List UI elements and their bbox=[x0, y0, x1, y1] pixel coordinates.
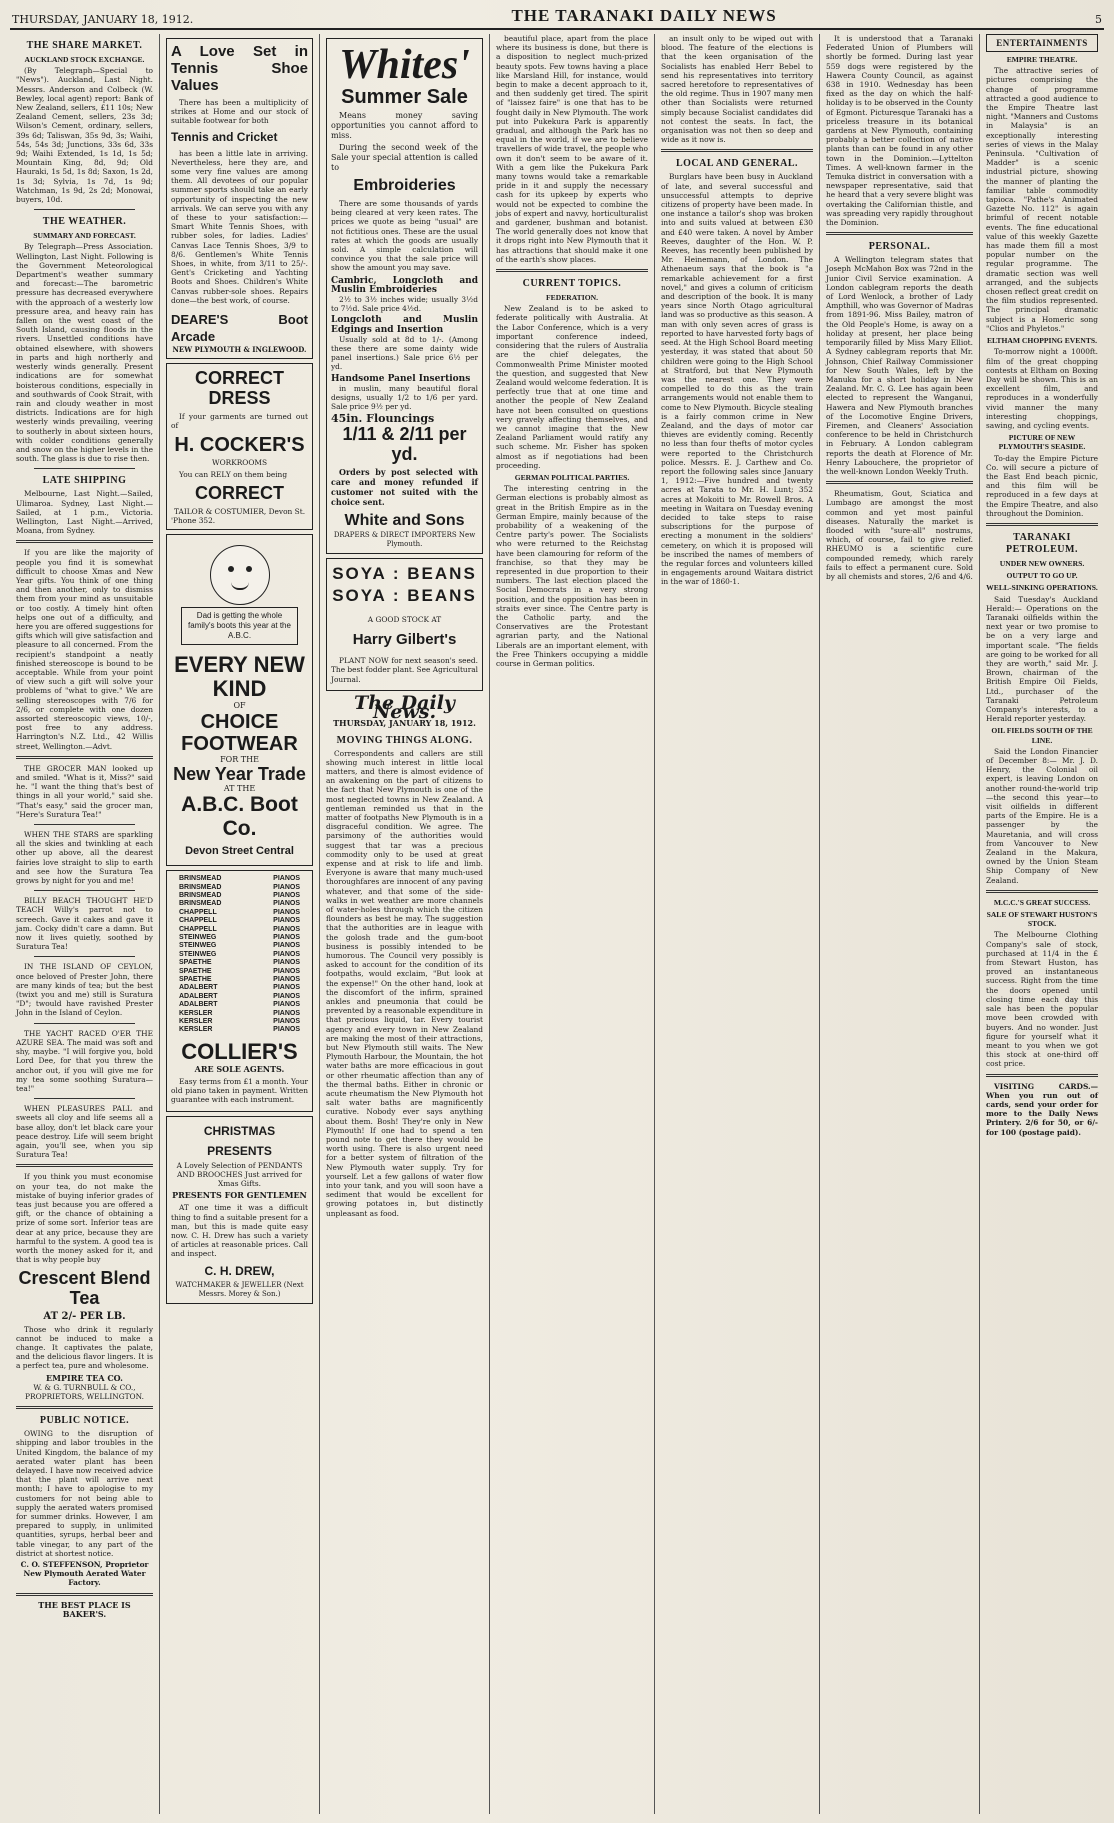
piano-row bbox=[171, 875, 308, 883]
taranaki-petroleum-heading: TARANAKI PETROLEUM. bbox=[1006, 531, 1078, 555]
empire-theatre-text: The attractive series of pictures comprising the change of programme attracted a good audience to the Empire Theatre last night. "Manners and Customs in Malaysia" is an exceptionally interesting series of views in the Malay Peninsula. "Cultivation of Madder" is a scenic industrial picture, showing the manner of planting the familiar table commodity tapioca. "Pathe's Animated Gazette No. 112" is again brimful of recent notable events. The fine educational value of this weekly Gazette has made them fill a most popular number on the regular programme. The dramatic section was well arranged, and the subjects chosen reflect great credit on the film studios represented. The principal dramatic subject is a Homeric song "Clios and Phyletos." bbox=[986, 66, 1098, 333]
embroideries-heading: Embroideries bbox=[353, 177, 456, 194]
piano-brand: KERSLER bbox=[179, 1018, 213, 1025]
whites-second-week: During the second week of the Sale your special attention is called to bbox=[331, 143, 478, 172]
divider bbox=[496, 269, 648, 272]
oil-fields-text: Said the London Financier of December 8:— Mr. J. D. Henry, the Colonial oil expert, is leaving London on another round-the-world trip—the second this year—to visit oilfields in different parts of the Empire. He is a passenger by the Mauretania, and will cross from Vancouver to New Zealand in the Makura, owned by the Union Steam Ship Company of New Zealand. bbox=[986, 746, 1098, 885]
piano-brand: CHAPPELL bbox=[179, 908, 217, 916]
piano-brand: CHAPPELL bbox=[179, 917, 217, 925]
seaside-picture-heading: PICTURE OF NEW PLYMOUTH'S SEASIDE. bbox=[998, 433, 1086, 452]
eltham-text: To-morrow night a 1000ft. film of the great chopping contests at Eltham on Boxing Day will be shown. This is an excellent film, and reproduces in a wonderfully vivid manner the many interesting choppings, sawing, and cycling events. bbox=[986, 347, 1098, 430]
moving-things-text: Correspondents and callers are still showing much interest in little local matters, and there is almost evidence of an awakening on the part of citizens to the fact that New Plymouth is one of the most neglected towns in New Zealand. A gentleman reminded us that in the matter of footpaths New Plymouth is in a disgraceful condition. We agree. The parsimony of the authorities would suggest that tar was a precious commodity only to be used at great expense and at risk to life and limb. Everyone is aware that many much-used thoroughfares are innocent of any paving whatever, and that some of the side-walks in wet weather are more channels of water-holes through which the citizen flounders as best he may. The suggestion that the authorities are in league with the golosh trade and the gum-boot business is possibly intended to be humorous. The Council very possibly is asked to account for the condition of its footpaths, would exclaim, "But look at the expense!" On the other hand, look at the discomfort of the infirm, sprained ankles and pneumonia that could be prevented by a reasonable expenditure in that precious liquid, tar. Every tourist agency and every town in New Zealand are making the most of their attractions, but New Plymouth still waits. The New Plymouth Harbour, the Mountain, the hot water baths are more efficacious in gout or other rheumatic affection than any of the thermal baths. Either in chronic or acute rheumatism the New Plymouth hot salt water baths are magnificently curative. Nobody ever says anything about them. Bosh! They're only in New Plymouth! If one had to spend a ten pound note to get there they would be worth using. There is also urgent need for a better system of filtration of the New Plymouth water supply. Try for yourself. Let a few gallons of water flow into your tank, and you will soon have a sediment that would be excellent for growing potatoes in, but distinctly unpleasant as food. bbox=[326, 748, 483, 1218]
mcc-subheading: SALE OF STEWART HUSTON'S STOCK. bbox=[986, 910, 1098, 929]
stereoscope-advert: If you are like the majority of people you find it is somewhat difficult to choose Xmas and New Year gifts. You think of one thing and then another, only to dismiss them from your mind as unsuitable or too costly. A timely hint often helps one out of a difficulty, and here you are offered suggestions for gifts which will give satisfaction and pleasure to all concerned. From the recipient's standpoint a neatly finished stereoscope is bound to be acceptable. While from your point of view such a gift will solve your problems of "what to give." We are selling stereoscopes with 7/6 for 2/6, or complete with one dozen assorted stereoscopic views, 10/-, post free to any address. Harrington's N.Z. Ltd., 42 Willis street, Wellington.—Advt. bbox=[16, 548, 153, 751]
collier-terms: Easy terms from £1 a month. Your old piano taken in payment. Written guarantee with each instrument. bbox=[171, 1077, 308, 1105]
public-notice-signature: C. O. STEFFENSON, Proprietor New Plymouth Aerated Water Factory. bbox=[20, 1560, 149, 1588]
soya-plant-now: PLANT NOW for next season's seed. The best fodder plant. See Agricultural Journal. bbox=[331, 656, 478, 684]
turnbull-proprietors: W. & G. TURNBULL & CO., PROPRIETORS, WELLINGTON. bbox=[25, 1382, 144, 1401]
footwear-of: OF bbox=[233, 701, 246, 711]
divider bbox=[986, 1074, 1098, 1077]
longcloth-text: Usually sold at 8d to 1/-. (Among these there are some dainty wide panel insertions.) Sale price 6½ per yd. bbox=[331, 334, 478, 372]
cocker-phone: 'Phone 352. bbox=[171, 516, 216, 526]
piano-brand: SPAETHE bbox=[179, 967, 212, 975]
cocker-advert bbox=[166, 363, 313, 530]
longcloth-heading: Longcloth and Muslin Edgings and Insertion bbox=[331, 315, 478, 335]
christmas-presents-heading: CHRISTMAS PRESENTS bbox=[203, 1123, 276, 1158]
whites-sale-advert bbox=[326, 38, 483, 554]
divider bbox=[16, 1593, 153, 1596]
crescent-intro: If you think you must economise on your tea, do not make the mistake of buying inferior grades of teas just because you are offered a gift, or the chance of obtaining a prize of some sort. Inferior teas are dear at any price, because they are harmful to the system. A good tea is worth the money asked for it, and that is why people buy bbox=[16, 1172, 153, 1265]
divider bbox=[826, 232, 973, 235]
divider bbox=[16, 540, 153, 543]
output-heading: OUTPUT TO GO UP. bbox=[1006, 571, 1078, 581]
whites-title: Whites' bbox=[339, 42, 470, 88]
piano-brand: STEINWEG bbox=[179, 933, 217, 941]
divider bbox=[34, 956, 135, 957]
column-3 bbox=[320, 34, 490, 1814]
piano-row bbox=[171, 884, 308, 892]
divider bbox=[34, 1023, 135, 1024]
abc-boot-co-name: A.B.C. Boot Co. bbox=[181, 793, 298, 841]
crescent-tea-price: AT 2/- PER LB. bbox=[43, 1311, 126, 1323]
soya-beans-advert bbox=[326, 558, 483, 691]
piano-row bbox=[171, 900, 308, 908]
piano-word: PIANOS bbox=[273, 967, 300, 975]
piano-row bbox=[171, 917, 308, 925]
tennis-shoe-advert bbox=[166, 38, 313, 359]
well-sinking-heading: WELL-SINKING OPERATIONS. bbox=[986, 583, 1098, 593]
empire-tea-co: EMPIRE TEA CO. bbox=[46, 1372, 123, 1383]
collier-piano-advert bbox=[166, 870, 313, 1112]
piano-row bbox=[171, 984, 308, 992]
divider bbox=[34, 890, 135, 891]
federation-heading: FEDERATION. bbox=[546, 293, 598, 303]
local-general-text: Burglars have been busy in Auckland of late, and several successful and unsuccessful attempts to deprive citizens of property have been made. In one instance a tailor's shop was broken into and suits valued at between £30 and £40 were taken. A novel by Amber Reeves, daughter of the Hon. W. P. Reeves, has recently been published by Mr. Heinemann, of London. The Athenaeum says that the book is "a remarkable achievement for a first novel," and gives a column of criticism and description of the book. It is many years since North Otago agricultural land was so productive as this season. A man with only seven acres of grass is reported to have harvested forty bags of seed. At the High School Board meeting yesterday, it was stated that about 50 children were going to the High School at Stratford, but that New Plymouth was the nearest one. They were compelled to do this as the train arrangements would not enable them to come to New Plymouth. Bicycle stealing is a fairly common crime in New Zealand, and the days of motor car thieves are evidently coming. Recently no less than four thefts of motor cycles were reported to the Christchurch police. Messrs. E. J. Carthew and Co. report the following sales since January 1, 1912:—Five hundred and twenty acres at Tarata to Mr. H. Lunt; 352 acres at Mokoiti to Mr. Rowell Bros. A meeting in Waitara on Tuesday evening decided to take steps to raise subscriptions for the purpose of erecting a monument in the soldiers' cemetery, on which it is proposed will be inscribed the names of members of the regular forces and volunteers killed in engagements around Waitara district in the war of 1860-1. bbox=[661, 172, 813, 587]
piano-row bbox=[171, 1018, 308, 1026]
footwear-at: AT THE bbox=[223, 783, 256, 793]
white-drapers: DRAPERS & DIRECT IMPORTERS New Plymouth. bbox=[333, 530, 476, 548]
gentlemen-text: AT one time it was a difficult thing to find a suitable present for a man, but this is made quite easy now. C. H. Drew has such a variety of articles at reasonable prices. Call and inspect. bbox=[171, 1203, 308, 1259]
column-5 bbox=[655, 34, 820, 1814]
piano-word: PIANOS bbox=[273, 959, 300, 967]
correct-dress-text: If your garments are turned out of bbox=[171, 412, 308, 431]
divider bbox=[986, 523, 1098, 526]
suratura-billy: BILLY BEACH THOUGHT HE'D TEACH Willy's parrot not to screech. Gave it cakes and gave it jam. Cocky didn't care a damn. But now it lives quietly, soothed by Suratura Tea! bbox=[16, 896, 153, 952]
abc-address: Devon Street Central bbox=[185, 845, 294, 858]
piano-word: PIANOS bbox=[273, 1009, 300, 1017]
piano-word: PIANOS bbox=[273, 975, 300, 983]
local-general-heading: LOCAL AND GENERAL. bbox=[675, 158, 799, 170]
baby-illustration-icon bbox=[210, 545, 270, 605]
seaside-picture-text: To-day the Empire Picture Co. will secure a picture of the East End beach picnic, and this film will be reproduced in a few days at the Empire Theatre, and also throughout the Dominion. bbox=[986, 453, 1098, 518]
suratura-yacht: THE YACHT RACED O'ER THE AZURE SEA. The maid was soft and shy, maybe. "I will forgive you, bold Lord Dee, for that you threw the anchor out, if you will give me for my tea some soothing Suratura—tea!" bbox=[16, 1028, 153, 1093]
abc-boot-advert bbox=[166, 534, 313, 866]
flouncings-price: 1/11 & 2/11 per yd. bbox=[342, 423, 467, 464]
drew-jeweller-advert bbox=[166, 1116, 313, 1304]
cocker-text: You can RELY on them being bbox=[179, 469, 288, 479]
mcc-heading: M.C.C.'S GREAT SUCCESS. bbox=[993, 897, 1091, 907]
empire-theatre-heading: EMPIRE THEATRE. bbox=[1006, 55, 1078, 64]
divider bbox=[826, 481, 973, 484]
mcc-text: The Melbourne Clothing Company's sale of stock, purchased at 11/4 in the £ from Stewart Huston, has proved an instantaneous success. Right from the time the doors opened until closing time each day this sale has been the popular move been crowded with buyers. And no wonder. Just figure for yourself what it meant to you when we got this stock at one-third off cost price. bbox=[986, 930, 1098, 1069]
shipping-text: Melbourne, Last Night.—Sailed, Ulimaroa. Sydney, Last Night.—Sailed, at 1 p.m., Victoria. Wellington, Last Night.—Arrived, Moana, from Sydney. bbox=[16, 489, 153, 536]
correct-label: CORRECT bbox=[195, 483, 284, 504]
collier-name: COLLIER'S bbox=[181, 1038, 298, 1064]
soya-beans-line-1: SOYA : BEANS bbox=[332, 564, 477, 584]
piano-word: PIANOS bbox=[273, 917, 300, 925]
weather-heading: THE WEATHER. bbox=[42, 216, 127, 228]
piano-row bbox=[171, 968, 308, 976]
shipping-heading: LATE SHIPPING bbox=[42, 475, 127, 487]
piano-row bbox=[171, 909, 308, 917]
piano-brand: ADALBERT bbox=[179, 992, 218, 1000]
piano-word: PIANOS bbox=[273, 1001, 300, 1009]
piano-brand: SPAETHE bbox=[179, 975, 212, 983]
piano-word: PIANOS bbox=[273, 950, 300, 958]
piano-word: PIANOS bbox=[273, 875, 300, 883]
suratura-grocer: THE GROCER MAN looked up and smiled. "What is it, Miss?" said he. "I want the thing that's best of things in all your world," said she. "That's easy," said the grocer man, "Here's Suratura Tea!" bbox=[16, 763, 153, 819]
cambric-text: 2½ to 3½ inches wide; usually 3½d to 7½d. Sale price 4½d. bbox=[331, 295, 478, 314]
whites-intro: Means money saving opportunities you cannot afford to miss. bbox=[331, 111, 478, 140]
share-exchange-subheading: AUCKLAND STOCK EXCHANGE. bbox=[24, 55, 145, 64]
piano-row bbox=[171, 1010, 308, 1018]
white-and-sons: White and Sons bbox=[344, 511, 465, 529]
piano-list bbox=[171, 875, 308, 1035]
new-year-trade: New Year Trade bbox=[173, 763, 306, 784]
embroideries-text: There are some thousands of yards being cleared at very keen rates. The prices we quote as being "usual" are not fictitious ones. These are the usual rates at which the goods are usually sold. A simple calculation will convince you that the sale price will show the amount you may save. bbox=[331, 199, 478, 273]
piano-brand: KERSLER bbox=[179, 1026, 213, 1034]
cocker-workrooms: WORKROOMS bbox=[211, 457, 268, 467]
drew-name: C. H. DREW, bbox=[204, 1263, 275, 1278]
harry-gilbert: Harry Gilbert's bbox=[352, 631, 457, 649]
new-owners-heading: UNDER NEW OWNERS. bbox=[999, 558, 1085, 568]
eltham-heading: ELTHAM CHOPPING EVENTS. bbox=[986, 336, 1098, 346]
tennis-advert-text-2: has been a little late in arriving. Nevertheless, here they are, and some very fine values are among them. All devotees of our popular summer sports should take an early opportunity of inspecting the new arrivals. We can serve you with any of these to your satisfaction:— Smart White Tennis Shoes, with rubber soles, for ladies. Ladies' Canvas Lace Tennis Shoes, 3/9 to 8/6. Gentlemen's White Tennis Shoes, in white, from 3/11 to 25/-. Gent's Cricketing and Yachting Boots and Shoes. Children's White Canvas rubber-sole shoes. Repairs done—the best work, of course. bbox=[171, 148, 308, 305]
tennis-advert-text: There has been a multiplicity of strikes at Home and our stock of suitable footwear for both bbox=[171, 98, 308, 126]
piano-row bbox=[171, 1001, 308, 1009]
bakers-footer: THE BEST PLACE IS BAKER'S. bbox=[38, 1599, 131, 1619]
deare-address: NEW PLYMOUTH & INGLEWOOD. bbox=[172, 345, 307, 355]
panel-heading: Handsome Panel Insertions bbox=[331, 373, 471, 384]
piano-word: PIANOS bbox=[273, 900, 300, 908]
footwear-for: FOR THE bbox=[220, 754, 259, 764]
columns bbox=[10, 34, 1104, 1814]
page-number: 5 bbox=[1095, 13, 1102, 26]
piano-word: PIANOS bbox=[273, 942, 300, 950]
tennis-cricket-subtitle: Tennis and Cricket bbox=[171, 129, 278, 144]
column-6 bbox=[820, 34, 980, 1814]
german-parties-text: The interesting centring in the German elections is probably almost as great in the British Empire as in the German Empire, mainly because of the probability of a weakening of the Centre party's power. The Socialists who were returned to the Reichstag have been clamouring for reform of the franchise, so that they may be represented in due proportion to their numbers. The last election placed the Social Democrats in a very strong position, and the opposition has been in straits ever since. The Centre party is the Catholic party, and the Conservatives are the Protestant agrarian party, and the National Liberals are an important element, with the Free Thinkers occupying a middle course in German politics. bbox=[496, 484, 648, 668]
crescent-tail: Those who drink it regularly cannot be induced to make a change. It captivates the palate, and the delicious flavor lingers. It is a perfect tea, pure and wholesome. bbox=[16, 1324, 153, 1371]
whites-postal-orders: Orders by post selected with care and money refunded if customer not suited with the choice sent. bbox=[331, 466, 478, 507]
weather-text: By Telegraph—Press Association. Wellington, Last Night. Following is the Government Meteorological Department's weather summary and forecast:—The barometric pressure has decreased everywhere with the approach of a westerly low pressure area, and heavy rain has fallen on the west coast of the South Island, causing floods in the rivers. Unsettled conditions have obtained elsewhere, with showers in parts and high northerly and westerly winds generally. Present indications are for somewhat boisterous conditions, especially in and southwards of Cook Strait, with rain and cloudy weather in most districts. Indications are for high westerly winds prevailing, veering to southerly in about sixteen hours, with colder conditions generally and snow on the higher levels in the south. The glass is due to rise then. bbox=[16, 242, 153, 464]
issue-date: THURSDAY, JANUARY 18, 1912. bbox=[12, 13, 194, 26]
divider bbox=[34, 824, 135, 825]
piano-row bbox=[171, 892, 308, 900]
piano-brand: BRINSMEAD bbox=[179, 891, 222, 899]
piano-word: PIANOS bbox=[273, 1018, 300, 1025]
piano-row bbox=[171, 993, 308, 1001]
every-new-kind: EVERY NEW KIND bbox=[174, 652, 305, 702]
german-parties-heading: GERMAN POLITICAL PARTIES. bbox=[514, 472, 630, 482]
beautiful-place-text: beautiful place, apart from the place where its business is done, but there is a disposition to neglect much-prized beauty spots. Few towns having a place like Marsland Hill, for instance, would begin to make a decent approach to it, and then suddenly get tired. The spirit of "laissez faire" is one that has to be fought daily in New Plymouth. The work put into Pukekura Park is apparently gradual, and although the Park has no equal in the world, if we are to believe travellers of wide travel, the people who own it don't seem to be aware of it. With a gem like the Pukekura Park many towns would take a remarkable pride in it and supply the necessary cash for its upkeep by experts who would not be expected to combine the jobs of expert and navvy, horticulturalist and gardener, bushman and botanist. The world generally does not know that it drops right into New Plymouth that it has attractions that should make it one of the earth's show places. bbox=[496, 34, 648, 264]
piano-row bbox=[171, 1026, 308, 1034]
oil-fields-heading: OIL FIELDS SOUTH OF THE LINE. bbox=[991, 726, 1093, 745]
piano-word: PIANOS bbox=[273, 883, 300, 891]
share-market-text: (By Telegraph—Special to "News"). Auckland, Last Night. Messrs. Anderson and Colbeck (W. Bewley, local agent) report: Bank of New Zealand, sellers, £11 10s; New Zealand Cement, sellers, 23s 3d; Wilson's Cement, ordinary, sellers, 39s 6d; Taliswan, 35s 9d, 3s; Waihi, 54s, 54s 3d; Junctions, 33s 6d, 33s 9d; Waihi Extended, 1s 1d, 1s 5d; Mountain King, 8d, 9d; Old Hauraki, 1s 5d, 1s 8d; Saxon, 1s 2d, 1s 3d; Sylvia, 1s 7d, 1s 9d; Watchman, 1s 9d, 2s 2d; Monowai, buyers, 10d. bbox=[16, 66, 153, 205]
piano-brand: ADALBERT bbox=[179, 1001, 218, 1009]
piano-word: PIANOS bbox=[273, 891, 300, 899]
piano-row bbox=[171, 934, 308, 942]
soya-beans-line-2: SOYA : BEANS bbox=[332, 586, 477, 606]
soya-good-stock: A GOOD STOCK AT bbox=[367, 615, 442, 625]
piano-brand: BRINSMEAD bbox=[179, 875, 222, 883]
public-notice-heading: PUBLIC NOTICE. bbox=[39, 1415, 130, 1427]
plumbers-union-text: It is understood that a Taranaki Federated Union of Plumbers will shortly be formed. During last year 559 dogs were registered by the Hawera County Council, as against 638 in 1910. Wednesday has been fixed as the day on which the half-holiday is to be observed in the County of Egmont. Picturesque Taranaki has a priceless treasure in its botanical gardens at New Plymouth, containing probably a better collection of native plants than can be found in any other town in the Dominion.—Lyttelton Times. A well-known farmer in the Temuka district in conversation with a newspaper representative, said that he heard that a very severe blight was overtaking the Californian thistle, and was spreading very rapidly throughout the Dominion. bbox=[826, 34, 973, 228]
suratura-stars: WHEN THE STARS are sparkling all the skies and twinkling at each other up above, all the dearest fairies love straight to slip to earth and see how the Suratura Tea grows by night for you and me! bbox=[16, 830, 153, 886]
personal-text: A Wellington telegram states that Joseph McMahon Box was 72nd in the Junior Civil Service examination. A London cablegram reports the death of Lord Wenlock, a brother of Lady Ampthill, who was Governor of Madras from 1891-96. Miss Bailey, matron of the Old People's Home, is away on a holiday at present, her place being temporarily filled by Miss Mary Elliot. A Sydney cablegram reports that Mr. Johnson, Chief Railway Commissioner for New South Wales, left by the Manuka for a short holiday in New Zealand. Mr. C. G. Lee has again been elected to represent the Wanganui, Hawera and New Plymouth branches of the Locomotive Engine Drivers, Firemen, and Cleaners' Association conference to be held in Christchurch in February. A London cablegram reports the death at Florence of Mr. Henry Labouchere, the proprietor of the well-known London Weekly Truth. bbox=[826, 255, 973, 476]
piano-word: PIANOS bbox=[273, 992, 300, 1000]
piano-row bbox=[171, 942, 308, 950]
piano-word: PIANOS bbox=[273, 984, 300, 992]
masthead bbox=[10, 8, 1104, 30]
piano-brand: CHAPPELL bbox=[179, 925, 217, 933]
federation-text: New Zealand is to be asked to federate politically with Australia. At the Labor Conference, which is a very important conference indeed, considering that the rulers of Australia are the chief delegates, the Commonwealth Prime Minister mooted the question, and suggested that New Zealand would welcome federation. It is perfectly true that at one time and another the people of New Zealand have not been consulted on questions very gravely affecting themselves, and we cannot imagine that the New Zealand Parliament would ratify any such scheme. Mr. Fisher has spoken almost as if negotiations had been proceeding. bbox=[496, 304, 648, 470]
piano-brand: BRINSMEAD bbox=[179, 883, 222, 891]
piano-word: PIANOS bbox=[273, 1026, 300, 1034]
piano-row bbox=[171, 951, 308, 959]
gentlemen-heading: PRESENTS FOR GENTLEMEN bbox=[172, 1190, 307, 1201]
cocker-name: H. COCKER'S bbox=[174, 433, 305, 456]
correct-dress-heading: CORRECT DRESS bbox=[195, 368, 284, 409]
divider bbox=[16, 1406, 153, 1409]
piano-brand: KERSLER bbox=[179, 1009, 213, 1017]
baby-sign: Dad is getting the whole family's boots this year at the A.B.C. bbox=[181, 607, 298, 645]
visiting-cards-advert: VISITING CARDS.—When you run out of cards, send your order for more to the Daily News Printery. 2/6 for 50, or 6/- for 100 (postage paid). bbox=[986, 1081, 1098, 1137]
newspaper-title: THE TARANAKI DAILY NEWS bbox=[511, 6, 777, 25]
deare-boot-arcade: DEARE'S Boot Arcade bbox=[171, 312, 308, 345]
editorial-dateline: THURSDAY, JANUARY 18, 1912. bbox=[333, 718, 476, 729]
daily-news-nameplate: The Daily News. bbox=[354, 691, 455, 724]
piano-brand: ADALBERT bbox=[179, 984, 218, 992]
rheumo-advert: Rheumatism, Gout, Sciatica and Lumbago are amongst the most common and yet most painful diseases. Naturally the market is flooded with "sure-all" nostrums, which, of course, fail to give relief. RHEUMO is a scientific cure compounded remedy, which rarely fails to effect a permanent cure. Sold by all chemists and stores, 2/6 and 4/6. bbox=[826, 489, 973, 581]
choice-footwear: CHOICE FOOTWEAR bbox=[181, 710, 298, 755]
current-topics-heading: CURRENT TOPICS. bbox=[522, 278, 622, 290]
entertainments-heading: ENTERTAINMENTS bbox=[996, 38, 1088, 48]
divider bbox=[16, 1164, 153, 1167]
personal-heading: PERSONAL. bbox=[868, 241, 931, 253]
divider bbox=[16, 756, 153, 759]
suratura-ceylon: IN THE ISLAND OF CEYLON, once beloved of Prester John, there are many kinds of tea; but the best (twixt you and me) still is Suratura "D"; twould have ravished Prester John in the Island of Ceylon. bbox=[16, 962, 153, 1018]
piano-row bbox=[171, 959, 308, 967]
column-1 bbox=[10, 34, 160, 1814]
column-2 bbox=[160, 34, 320, 1814]
piano-word: PIANOS bbox=[273, 933, 300, 941]
piano-word: PIANOS bbox=[273, 925, 300, 933]
summer-sale-title: Summer Sale bbox=[341, 86, 468, 108]
flouncings-heading: 45in. Flouncings bbox=[331, 412, 435, 426]
divider bbox=[34, 1098, 135, 1099]
moving-things-heading: MOVING THINGS ALONG. bbox=[336, 734, 473, 746]
share-market-heading: THE SHARE MARKET. bbox=[26, 40, 143, 51]
piano-brand: SPAETHE bbox=[179, 959, 212, 967]
cambric-heading: Cambric, Longcloth and Muslin Embroideries bbox=[331, 275, 478, 295]
piano-brand: STEINWEG bbox=[179, 950, 217, 958]
divider bbox=[34, 468, 135, 469]
panel-text: in muslin, many beautiful floral designs, usually 1/2 to 1/6 per yard. Sale price 9½ per yd. bbox=[331, 383, 478, 412]
collier-sole-agents: ARE SOLE AGENTS. bbox=[194, 1063, 285, 1074]
drew-subtitle: WATCHMAKER & JEWELLER (Next Messrs. Morey & Son.) bbox=[175, 1280, 304, 1298]
weather-subheading: SUMMARY AND FORECAST. bbox=[33, 231, 136, 241]
tennis-advert-title: A Love Set in Tennis Shoe Values bbox=[171, 43, 308, 94]
piano-row bbox=[171, 926, 308, 934]
public-notice-text: OWING to the disruption of shipping and labor troubles in the United Kingdom, the balance of my aerated water plant has been delayed. I have now received advice that the plant will arrive next month; I have to apologise to my customers for not being able to supply the aerated waters promised for summer drinks. However, I am prepared to supply, in unlimited quantities, syrups, herbal beer and table vinegar, to any part of the district at shortest notice. bbox=[16, 1429, 153, 1558]
divider bbox=[986, 890, 1098, 893]
column-7 bbox=[980, 34, 1104, 1814]
piano-word: PIANOS bbox=[273, 908, 300, 916]
column-4 bbox=[490, 34, 655, 1814]
christmas-presents-text: A Lovely Selection of PENDANTS AND BROOCHES Just arrived for Xmas Gifts. bbox=[176, 1160, 303, 1189]
insult-text: an insult only to be wiped out with blood. The feature of the elections is that the keen organisation of the Socialists has enabled Herr Bebel to send his representatives into territory sacred heretofore to representatives of the old regime. Thus in 1907 many men other than Socialists were returned simply because Socialist candidates did not contest the seats. In fact, the organisation was not then so deep and wide as it now is. bbox=[661, 34, 813, 145]
piano-row bbox=[171, 976, 308, 984]
divider bbox=[34, 209, 135, 210]
piano-brand: STEINWEG bbox=[179, 942, 217, 950]
crescent-tea-name: Crescent Blend Tea bbox=[18, 1268, 151, 1309]
piano-brand: BRINSMEAD bbox=[179, 900, 222, 908]
divider bbox=[661, 149, 813, 152]
tailor-label: TAILOR & COSTUMIER, Devon St. bbox=[173, 507, 306, 517]
suratura-pleasures: WHEN PLEASURES PALL and sweets all cloy and life seems all a base alloy, don't let black care your peace destroy. Life will seem bright again, you'll see, when you sip Suratura Tea! bbox=[16, 1104, 153, 1160]
petroleum-text: Said Tuesday's Auckland Herald:— Operations on the Taranaki oilfields within the next year or two promise to be on a very large and important scale. "The fields are going to be worked for all they are worth," said Mr. J. Brown, chairman of the British Empire Oil Fields, Ltd., purchaser of the Taranaki Petroleum Company's interests, to a Herald reporter yesterday. bbox=[986, 594, 1098, 724]
